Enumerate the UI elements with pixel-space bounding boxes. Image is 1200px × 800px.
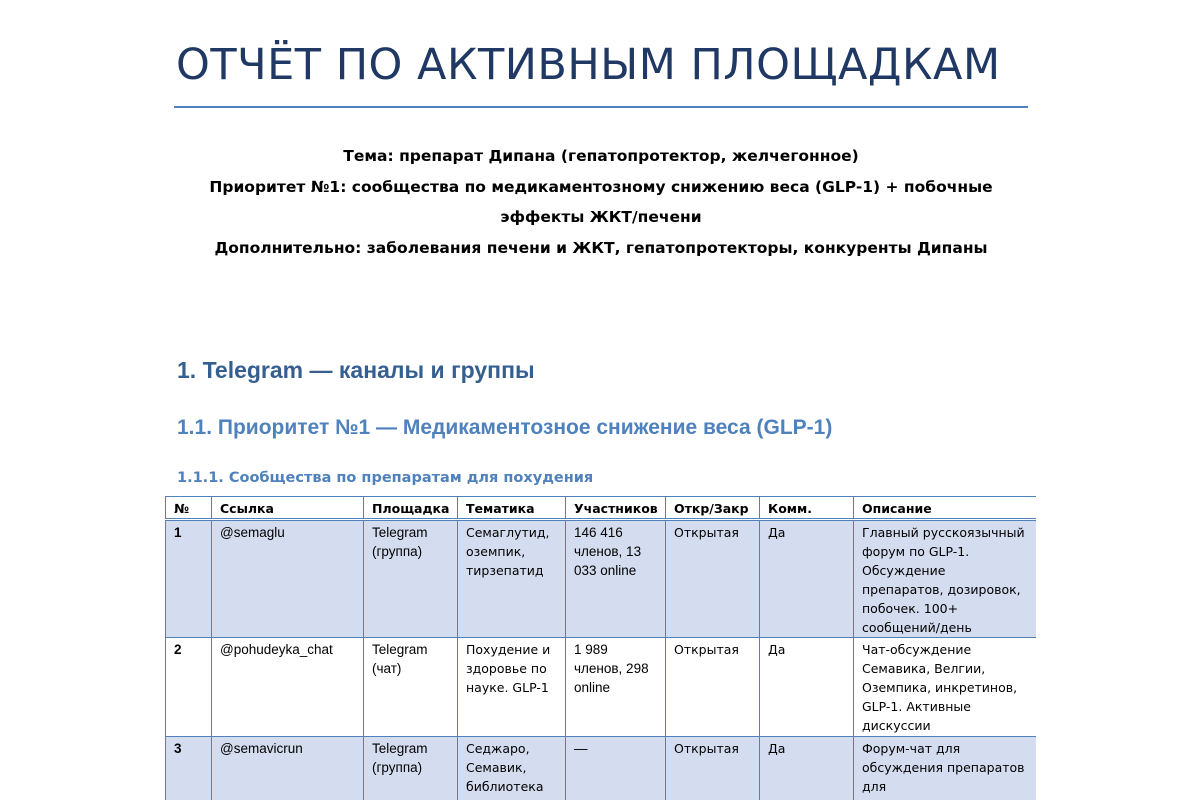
- row-comments: Да: [760, 638, 854, 737]
- column-header-description: Описание: [854, 497, 1037, 520]
- communities-table: [165, 496, 1036, 800]
- column-header-access: Откр/Закр: [666, 497, 760, 520]
- row-platform: Telegram (чат): [364, 638, 458, 737]
- row-topic: Семаглутид, оземпик, тирзепатид: [458, 520, 566, 638]
- section-heading-weight-loss-communities: 1.1.1. Сообщества по препаратам для похудения: [177, 470, 594, 486]
- column-header-link: Ссылка: [212, 497, 364, 520]
- table-header-row: [166, 497, 1037, 520]
- row-members: 146 416 членов, 13 033 online: [566, 520, 666, 638]
- row-number: 2: [166, 638, 212, 737]
- column-header-comments: Комм.: [760, 497, 854, 520]
- row-members: —: [566, 737, 666, 800]
- subject-priority-line: Приоритет №1: сообщества по медикаментозному снижению веса (GLP-1) + побочные эффекты ЖКТ/печени: [209, 177, 993, 226]
- page-title: ОТЧЁТ ПО АКТИВНЫМ ПЛОЩАДКАМ: [176, 40, 1001, 90]
- row-link: @semavicrun: [212, 737, 364, 800]
- subject-additional-line: Дополнительно: заболевания печени и ЖКТ, гепатопротекторы, конкуренты Дипаны: [214, 238, 988, 257]
- column-header-members: Участников: [566, 497, 666, 520]
- column-header-platform: Площадка: [364, 497, 458, 520]
- row-platform: Telegram (группа): [364, 520, 458, 638]
- table-row: [166, 737, 1037, 800]
- row-topic: Седжаро, Семавик, библиотека: [458, 737, 566, 800]
- row-access: Открытая: [666, 737, 760, 800]
- row-link: @semaglu: [212, 520, 364, 638]
- section-heading-telegram: 1. Telegram — каналы и группы: [177, 357, 535, 383]
- communities-table-wrapper: [165, 496, 1036, 800]
- row-description: Чат-обсуждение Семавика, Велгии, Оземпика, инкретинов, GLP-1. Активные дискуссии: [854, 638, 1037, 737]
- row-link: @pohudeyka_chat: [212, 638, 364, 737]
- title-divider: [174, 106, 1028, 108]
- row-number: 1: [166, 520, 212, 638]
- subject-topic-line: Тема: препарат Дипана (гепатопротектор, желчегонное): [343, 147, 859, 165]
- row-comments: Да: [760, 737, 854, 800]
- row-access: Открытая: [666, 520, 760, 638]
- section-heading-priority-1: 1.1. Приоритет №1 — Медикаментозное снижение веса (GLP-1): [177, 416, 833, 439]
- row-description: Главный русскоязычный форум по GLP-1. Обсуждение препаратов, дозировок, побочек. 100+ сообщений/день: [854, 520, 1037, 638]
- row-number: 3: [166, 737, 212, 800]
- row-topic: Похудение и здоровье по науке. GLP-1: [458, 638, 566, 737]
- row-description: Форум-чат для обсуждения препаратов для: [854, 737, 1037, 800]
- column-header-topic: Тематика: [458, 497, 566, 520]
- subject-block: [174, 141, 1028, 263]
- row-access: Открытая: [666, 638, 760, 737]
- table-row: [166, 638, 1037, 737]
- column-header-number: №: [166, 497, 212, 520]
- row-comments: Да: [760, 520, 854, 638]
- row-platform: Telegram (группа): [364, 737, 458, 800]
- table-row: [166, 520, 1037, 638]
- row-members: 1 989 членов, 298 online: [566, 638, 666, 737]
